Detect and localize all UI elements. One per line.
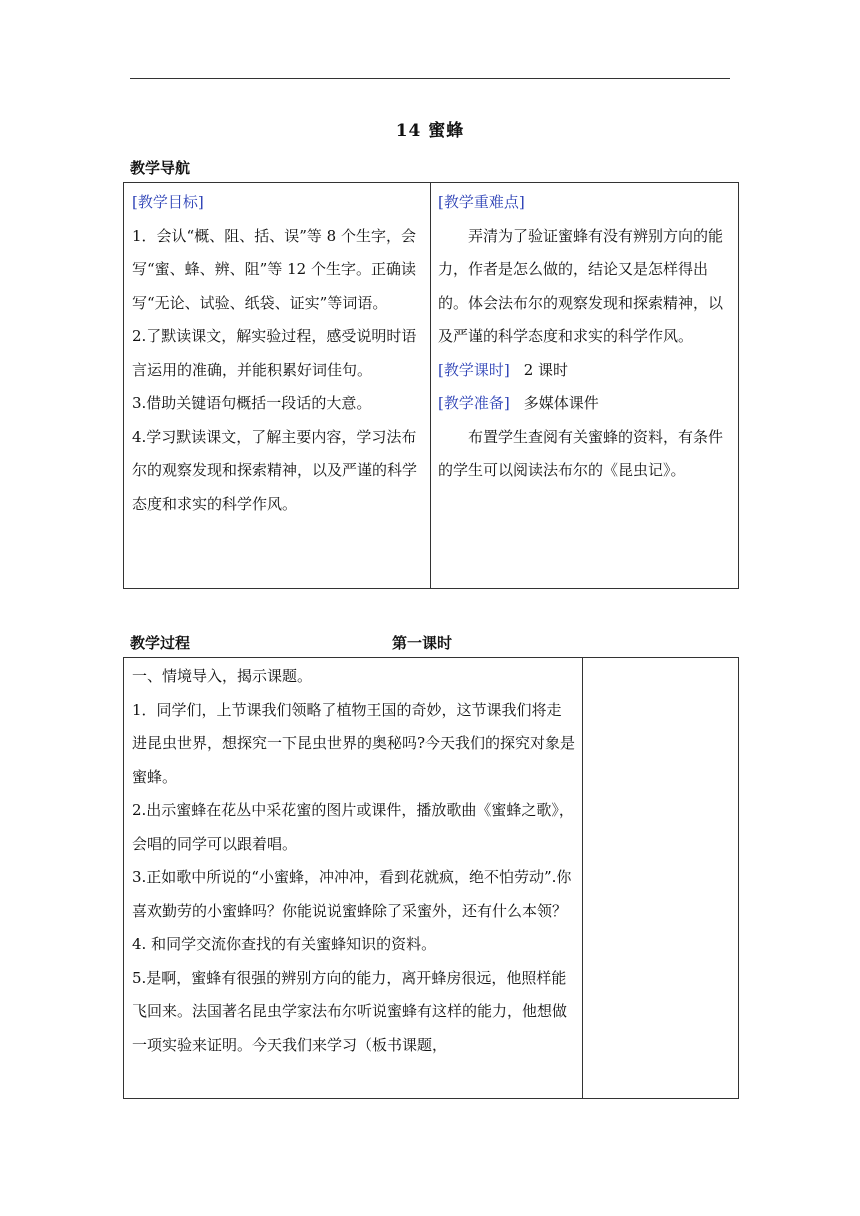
column-divider [430, 183, 431, 588]
process-line: 1．同学们，上节课我们领略了植物王国的奇妙，这节课我们将走进昆虫世界，想探究一下昆虫世界的奥秘吗?今天我们的探究对象是蜜蜂。 [132, 700, 576, 786]
hours-row [438, 354, 730, 388]
key-points-cell [438, 186, 730, 488]
goals-heading: [教学目标] [132, 193, 204, 211]
hours-value: 2 课时 [523, 360, 569, 379]
goal-item: 1．会认“概、阻、括、误”等 8 个生字，会写“蜜、蜂、辨、阻”等 12 个生字。正确读写“无论、试验、纸袋、证实”等词语。 [132, 226, 416, 312]
teaching-process-label: 教学过程 [130, 634, 191, 652]
process-line: 一、情境导入，揭示课题。 [132, 667, 313, 685]
process-table [123, 657, 739, 1099]
process-cell [132, 660, 576, 1062]
prep-heading: [教学准备] [438, 394, 510, 412]
goal-item: 4.学习默读课文，了解主要内容，学习法布尔的观察发现和探索精神，以及严谨的科学态度和求实的科学作风。 [132, 427, 418, 513]
navigation-table [123, 182, 739, 589]
teaching-navigation-label: 教学导航 [130, 159, 191, 177]
goal-item: 3.借助关键语句概括一段话的大意。 [132, 394, 372, 412]
hours-heading: [教学课时] [438, 360, 510, 379]
prep-row [438, 387, 730, 421]
lesson-period-label: 第一课时 [392, 634, 453, 652]
process-line: 5.是啊，蜜蜂有很强的辨别方向的能力，离开蜂房很远，他照样能飞回来。法国著名昆虫学家法布尔听说蜜蜂有这样的能力，他想做一项实验来证明。今天我们来学习（板书课题， [132, 968, 568, 1054]
process-line: 3.正如歌中所说的“小蜜蜂，冲冲冲，看到花就疯，绝不怕劳动”.你喜欢勤劳的小蜜蜂吗？你能说说蜜蜂除了采蜜外，还有什么本领？ [132, 868, 572, 920]
key-points-heading: [教学重难点] [438, 193, 525, 211]
process-line: 4. 和同学交流你查找的有关蜜蜂知识的资料。 [132, 935, 437, 953]
goal-item: 2.了默读课文，解实验过程，感受说明时语言运用的准确，并能积累好词佳句。 [132, 327, 417, 379]
key-points-text: 弄清为了验证蜜蜂有没有辨别方向的能力，作者是怎么做的，结论又是怎样得出的。体会法布尔的观察发现和探索精神，以及严谨的科学态度和求实的科学作风。 [438, 226, 724, 345]
process-line: 2.出示蜜蜂在花丛中采花蜜的图片或课件，播放歌曲《蜜蜂之歌》，会唱的同学可以跟着唱。 [132, 801, 574, 853]
header-rule [130, 78, 730, 79]
goals-cell [132, 186, 424, 521]
prep-value: 多媒体课件 [523, 394, 599, 412]
column-divider [582, 658, 583, 1098]
prep-text: 布置学生查阅有关蜜蜂的资料，有条件的学生可以阅读法布尔的《昆虫记》。 [438, 427, 724, 479]
lesson-title: 14 蜜蜂 [395, 121, 465, 141]
